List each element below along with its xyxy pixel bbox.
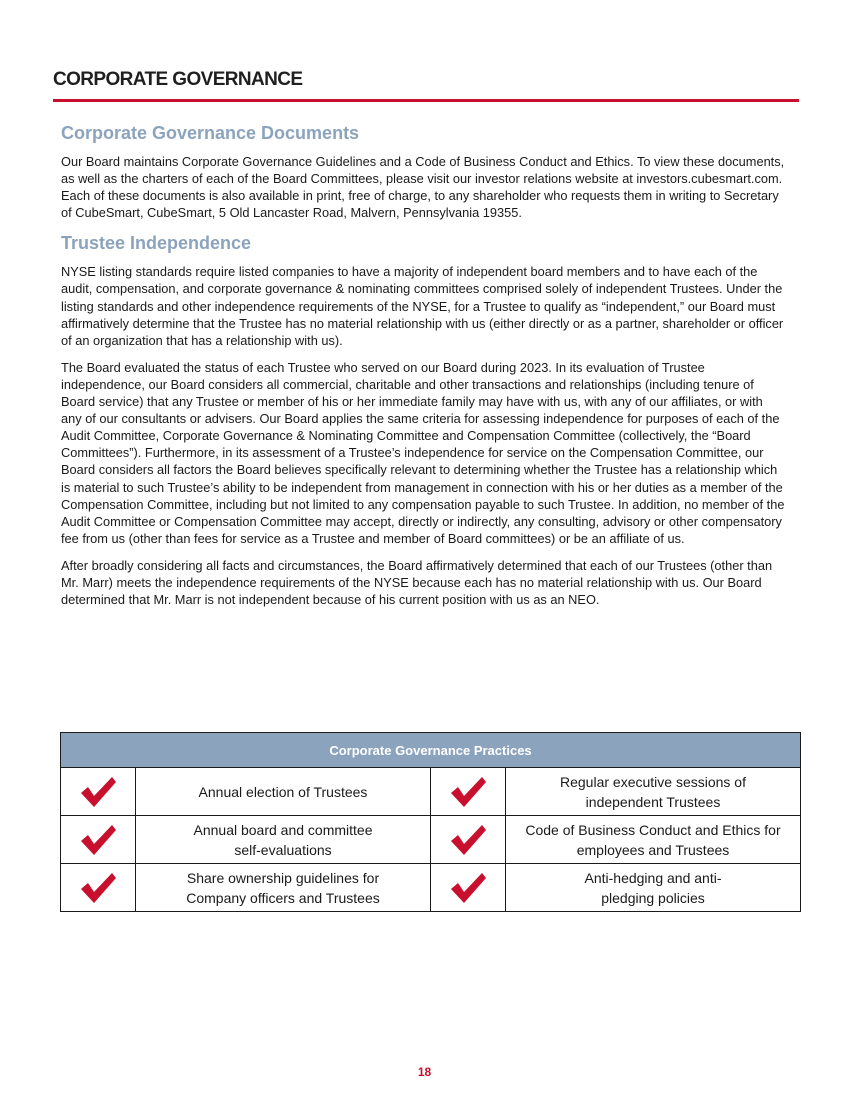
governance-practices-table <box>60 732 800 912</box>
table-title: Corporate Governance Practices <box>61 733 801 768</box>
check-cell <box>61 816 136 864</box>
check-cell <box>431 768 506 816</box>
practice-item: Annual election of Trustees <box>136 768 431 816</box>
section-heading-trustee-independence: Trustee Independence <box>61 233 252 254</box>
main-content <box>61 121 785 618</box>
page-number: 18 <box>417 1065 432 1079</box>
practice-item: Anti-hedging and anti-pledging policies <box>506 864 801 912</box>
table-header-row <box>61 733 801 768</box>
page-title: CORPORATE GOVERNANCE <box>53 69 303 90</box>
checkmark-icon <box>448 870 488 906</box>
practice-item: Regular executive sessions of independent Trustees <box>506 768 801 816</box>
table-row <box>61 768 801 816</box>
practice-item: Share ownership guidelines for Company officers and Trustees <box>136 864 431 912</box>
practices-table <box>60 732 801 912</box>
title-divider <box>53 99 799 102</box>
table-row <box>61 864 801 912</box>
checkmark-icon <box>78 822 118 858</box>
check-cell <box>61 768 136 816</box>
paragraph: After broadly considering all facts and circumstances, the Board affirmatively determined that each of our Trustees (other than Mr. Marr) meets the independence requirements of the NYSE because each has no material relationship with us. Our Board determined that Mr. Marr is not independent because of his current position with us as an NEO. <box>61 557 773 608</box>
checkmark-icon <box>448 774 488 810</box>
paragraph: NYSE listing standards require listed companies to have a majority of independent board members and to have each of the audit, compensation, and corporate governance & nominating committees comprised solely of independent Trustees. Under the listing standards and other independence requirements of the NYSE, for a Trustee to qualify as “independent,” our Board must affirmatively determine that the Trustee has no material relationship with us (either directly or as a partner, shareholder or officer of an organization that has a relationship with us). <box>61 264 784 348</box>
check-cell <box>431 816 506 864</box>
paragraph: Our Board maintains Corporate Governance Guidelines and a Code of Business Conduct and Ethics. To view these documents, as well as the charters of each of the Board Committees, please visit our investor relations website at investors.cubesmart.com. Each of these documents is also available in print, free of charge, to any shareholder who requests them in writing to Secretary of CubeSmart, CubeSmart, 5 Old Lancaster Road, Malvern, Pennsylvania 19355. <box>61 154 785 221</box>
check-cell <box>61 864 136 912</box>
section-header <box>53 68 799 102</box>
practice-item: Code of Business Conduct and Ethics for employees and Trustees <box>506 816 801 864</box>
practice-item: Annual board and committee self-evaluations <box>136 816 431 864</box>
checkmark-icon <box>78 774 118 810</box>
checkmark-icon <box>448 822 488 858</box>
paragraph: The Board evaluated the status of each Trustee who served on our Board during 2023. In its evaluation of Trustee independence, our Board considers all commercial, charitable and other transactions and relationships (including tenure of Board service) that any Trustee or member of his or her immediate family may have with us, with any of our affiliates, or with any of our consultants or advisers. Our Board applies the same criteria for assessing independence for purposes of each of the Audit Committee, Corporate Governance & Nominating Committee and Compensation Committee (collectively, the “Board Committees”). Furthermore, in its assessment of a Trustee’s independence for service on the Compensation Committee, our Board considers all factors the Board believes specifically relevant to determining whether the Trustee has a relationship which is material to such Trustee’s ability to be independent from management in connection with his or her duties as a member of the Compensation Committee, including but not limited to any compensation payable to such Trustee. In addition, no member of the Audit Committee or Compensation Committee may accept, directly or indirectly, any consulting, advisory or other compensatory fee from us (other than fees for service as a Trustee and member of Board committees) or be an affiliate of us. <box>61 359 785 546</box>
checkmark-icon <box>78 870 118 906</box>
table-row <box>61 816 801 864</box>
check-cell <box>431 864 506 912</box>
section-heading-governance-documents: Corporate Governance Documents <box>61 123 360 143</box>
